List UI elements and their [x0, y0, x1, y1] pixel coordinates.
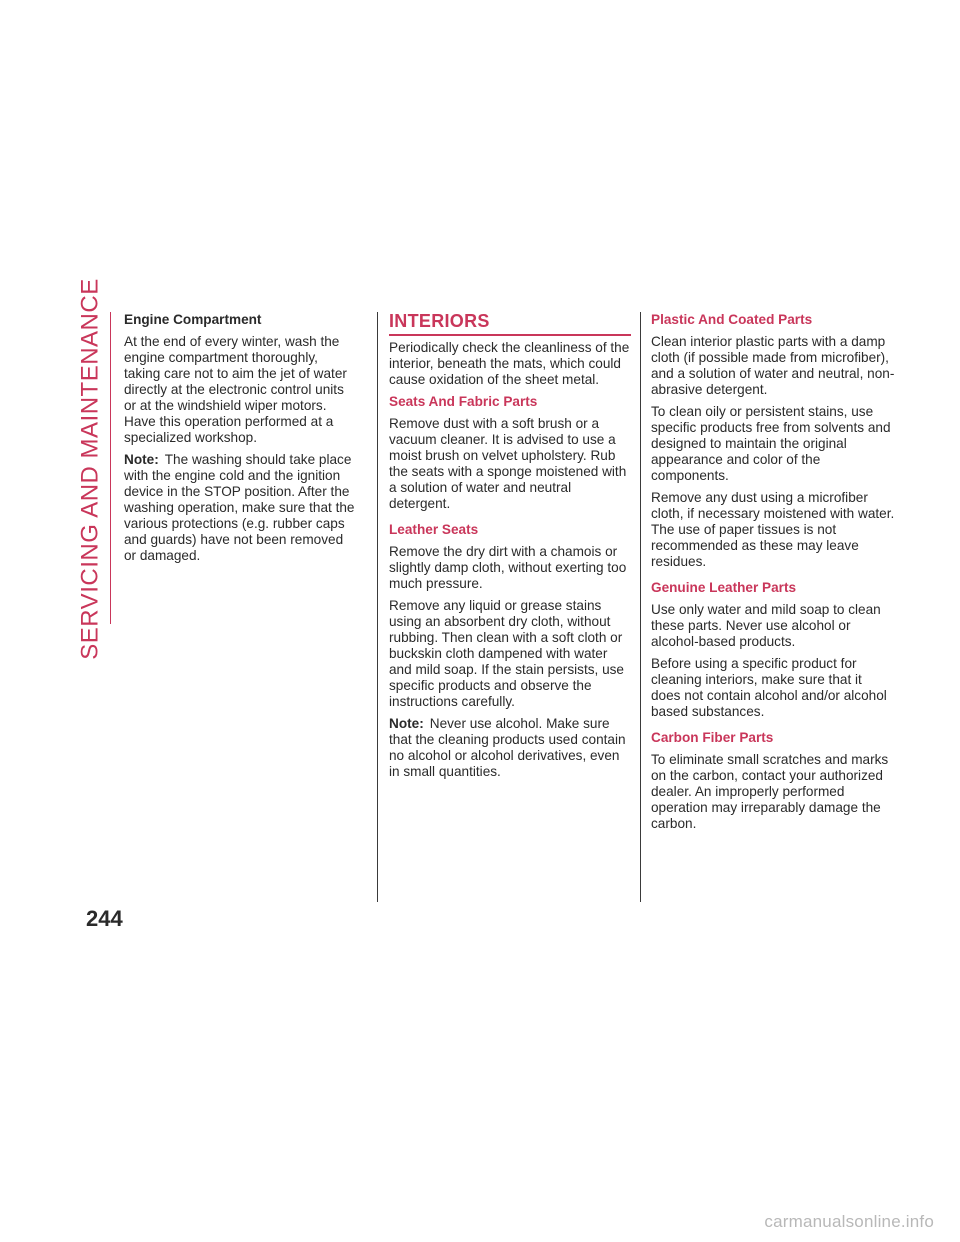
note-text: Never use alcohol. Make sure that the cleaning products used contain no alcohol or alcohol derivatives, even in small quantities.: [389, 716, 626, 779]
watermark-link[interactable]: carmanualsonline.info: [764, 1212, 934, 1231]
seats-fabric-heading: Seats And Fabric Parts: [389, 394, 538, 409]
genuine-leather-paragraph-1: Use only water and mild soap to clean these parts. Never use alcohol or alcohol-based products.: [651, 602, 881, 649]
chapter-side-tab: [76, 278, 106, 660]
seats-fabric-paragraph: Remove dust with a soft brush or a vacuum cleaner. It is advised to use a moist brush on velvet upholstery. Rub the seats with a sponge moistened with a solution of water and neutral detergent.: [389, 416, 627, 511]
plastic-coated-paragraph-3: Remove any dust using a microfiber cloth, if necessary moistened with water. The use of paper tissues is not recommended as these may leave residues.: [651, 490, 895, 569]
column-middle: [389, 312, 631, 786]
carbon-fiber-heading: Carbon Fiber Parts: [651, 730, 774, 745]
engine-compartment-paragraph: At the end of every winter, wash the engine compartment thoroughly, taking care not to aim the jet of water directly at the electronic control units or at the windshield wiper motors. Have this operation performed at a specialized workshop.: [124, 334, 347, 445]
plastic-coated-paragraph-1: Clean interior plastic parts with a damp cloth (if possible made from microfiber), and a solution of water and neutral, non-abrasive detergent.: [651, 334, 895, 397]
leather-seats-heading: Leather Seats: [389, 522, 479, 537]
leather-seats-paragraph-2: Remove any liquid or grease stains using an absorbent dry cloth, without rubbing. Then clean with a soft cloth or buckskin cloth dampened with water and mild soap. If the stain persists, use specific products and observe the instructions carefully.: [389, 598, 624, 709]
interiors-section-title: INTERIORS: [389, 310, 631, 336]
engine-compartment-note: [124, 452, 356, 564]
column-divider: [640, 312, 641, 902]
leather-seats-paragraph-1: Remove the dry dirt with a chamois or slightly damp cloth, without exerting too much pressure.: [389, 544, 627, 591]
chapter-rule: [110, 312, 111, 624]
carbon-fiber-paragraph: To eliminate small scratches and marks on the carbon, contact your authorized dealer. An improperly performed operation may irreparably damage the carbon.: [651, 752, 889, 831]
column-left: [124, 312, 356, 570]
note-label: Note:: [124, 452, 159, 467]
note-label: Note:: [389, 716, 424, 731]
column-divider: [377, 312, 378, 902]
plastic-coated-paragraph-2: To clean oily or persistent stains, use specific products free from solvents and designed to maintain the original appearance and color of the components.: [651, 404, 891, 483]
plastic-coated-heading: Plastic And Coated Parts: [651, 312, 813, 327]
note-text: The washing should take place with the engine cold and the ignition device in the STOP position. After the washing operation, make sure that the various protections (e.g. rubber caps and guards) have not been removed or damaged.: [124, 452, 355, 563]
interiors-intro: Periodically check the cleanliness of the interior, beneath the mats, which could cause oxidation of the sheet metal.: [389, 340, 630, 387]
genuine-leather-heading: Genuine Leather Parts: [651, 580, 797, 595]
engine-compartment-heading: Engine Compartment: [124, 312, 262, 327]
page-number: 244: [86, 906, 123, 931]
genuine-leather-paragraph-2: Before using a specific product for cleaning interiors, make sure that it does not contain alcohol and/or alcohol based substances.: [651, 656, 887, 719]
leather-seats-note: [389, 716, 631, 780]
chapter-title: SERVICING AND MAINTENANCE: [77, 278, 105, 660]
column-right: [651, 312, 895, 838]
